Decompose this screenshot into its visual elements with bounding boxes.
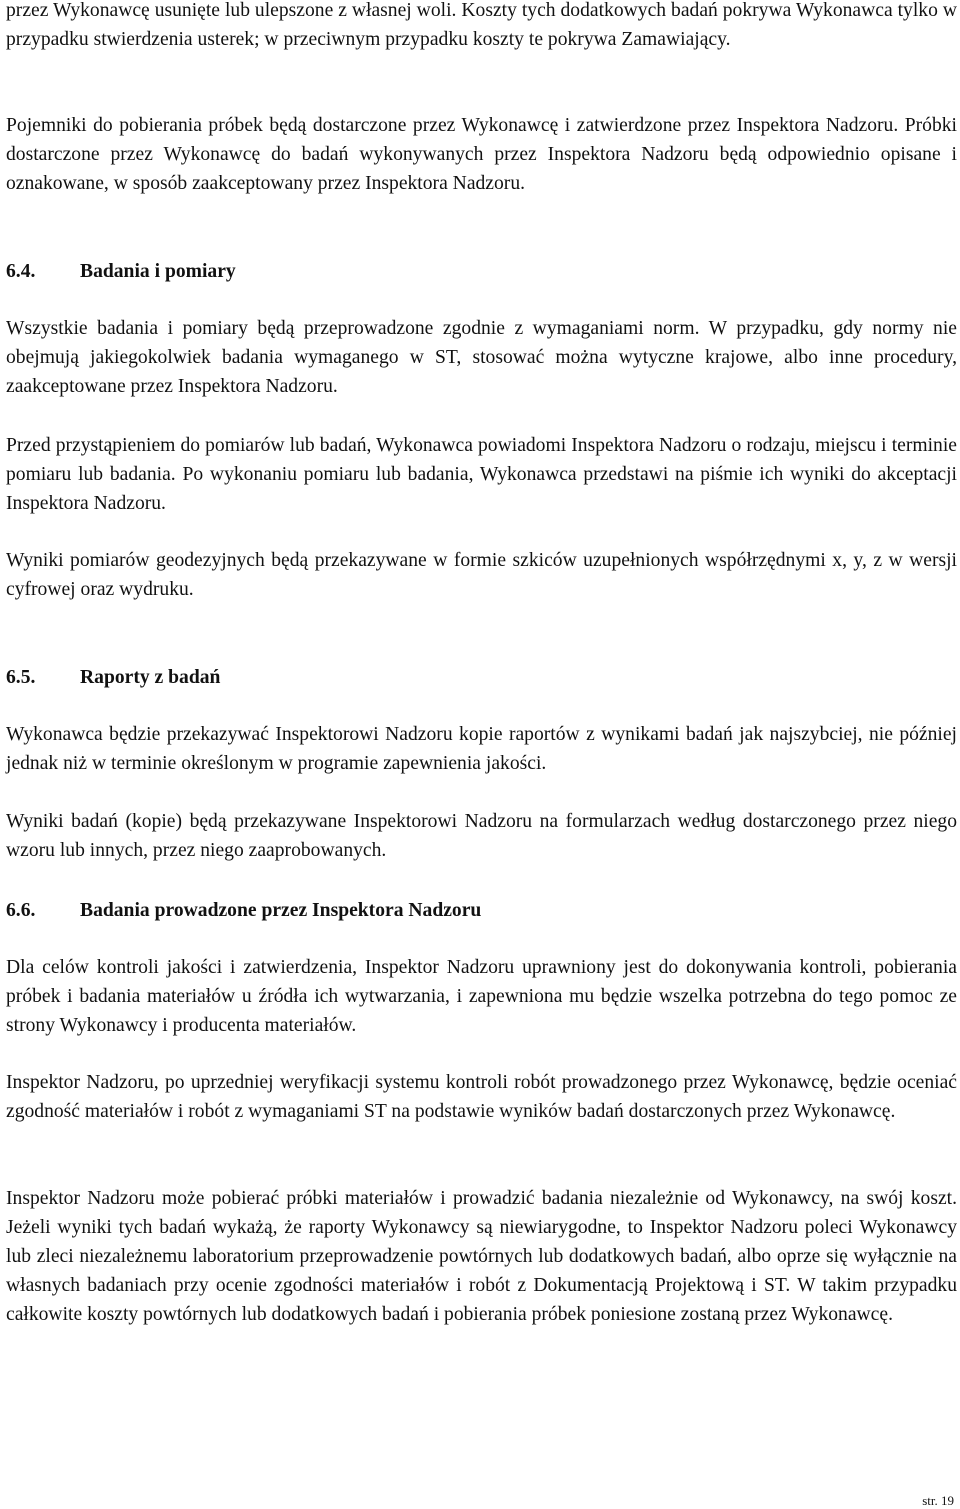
section-heading-6-6 <box>6 896 957 925</box>
paragraph-text: Wszystkie badania i pomiary będą przeprowadzone zgodnie z wymaganiami norm. W przypadku, gdy normy nie obejmują jakiegokolwiek badania wymaganego w ST, stosować można wytyczne krajowe, albo inne procedury, zaakceptowane przez Inspektora Nadzoru. <box>6 318 957 397</box>
paragraph-notification <box>6 431 957 518</box>
section-title: Badania i pomiary <box>80 261 236 282</box>
page-number: str. 19 <box>922 1493 954 1508</box>
section-number: 6.5. <box>6 667 36 688</box>
section-heading-6-5 <box>6 663 957 692</box>
section-heading-6-4 <box>6 257 957 286</box>
paragraph-text: Wykonawca będzie przekazywać Inspektorowi Nadzoru kopie raportów z wynikami badań jak najszybciej, nie później jednak niż w terminie określonym w programie zapewnienia jakości. <box>6 724 957 774</box>
paragraph-quality-control <box>6 953 957 1040</box>
paragraph-inspector-assessment <box>6 1068 957 1126</box>
paragraph-tests-norms <box>6 314 957 401</box>
paragraph-text: Dla celów kontroli jakości i zatwierdzenia, Inspektor Nadzoru uprawniony jest do dokonywania kontroli, pobierania próbek i badania materiałów u źródła ich wytwarzania, i zapewniona mu będzie wszelka potrzebna do tego pomoc ze strony Wykonawcy i producenta materiałów. <box>6 957 957 1036</box>
paragraph-text: przez Wykonawcę usunięte lub ulepszone z własnej woli. Koszty tych dodatkowych badań pokrywa Wykonawca tylko w przypadku stwierdzenia usterek; w przeciwnym przypadku koszty te pokrywa Zamawiający. <box>6 0 957 50</box>
paragraph-text: Wyniki badań (kopie) będą przekazywane Inspektorowi Nadzoru na formularzach według dostarczonego przez niego wzoru lub innych, przez niego zaaprobowanych. <box>6 811 957 861</box>
paragraph-continuation <box>6 0 957 54</box>
paragraph-text: Przed przystąpieniem do pomiarów lub badań, Wykonawca powiadomi Inspektora Nadzoru o rodzaju, miejscu i terminie pomiaru lub badania. Po wykonaniu pomiaru lub badania, Wykonawca przedstawi na piśmie ich wyniki do akceptacji Inspektora Nadzoru. <box>6 435 957 514</box>
paragraph-report-copies <box>6 720 957 778</box>
section-number: 6.6. <box>6 900 36 921</box>
section-number: 6.4. <box>6 261 36 282</box>
paragraph-text: Pojemniki do pobierania próbek będą dostarczone przez Wykonawcę i zatwierdzone przez Inspektora Nadzoru. Próbki dostarczone przez Wykonawcę do badań wykonywanych przez Inspektora Nadzoru będą odpowiednio opisane i oznakowane, w sposób zaakceptowany przez Inspektora Nadzoru. <box>6 115 957 194</box>
paragraph-text: Wyniki pomiarów geodezyjnych będą przekazywane w formie szkiców uzupełnionych współrzędnymi x, y, z w wersji cyfrowej oraz wydruku. <box>6 550 957 600</box>
section-title: Badania prowadzone przez Inspektora Nadzoru <box>80 900 482 921</box>
paragraph-text: Inspektor Nadzoru, po uprzedniej weryfikacji systemu kontroli robót prowadzonego przez Wykonawcę, będzie oceniać zgodność materiałów i robót z wymaganiami ST na podstawie wyników badań dostarczonych przez Wykonawcę. <box>6 1072 957 1122</box>
paragraph-text: Inspektor Nadzoru może pobierać próbki materiałów i prowadzić badania niezależnie od Wykonawcy, na swój koszt. Jeżeli wyniki tych badań wykażą, że raporty Wykonawcy są niewiarygodne, to Inspektor Nadzoru poleci Wykonawcy lub zleci niezależnemu laboratorium przeprowadzenie powtórnych lub dodatkowych badań, albo oprze się wyłącznie na własnych badaniach przy ocenie zgodności materiałów i robót z Dokumentacją Projektową i ST. W takim przypadku całkowite koszty powtórnych lub dodatkowych badań i pobierania próbek poniesione zostaną przez Wykonawcę. <box>6 1188 957 1325</box>
paragraph-geodetic-results <box>6 546 957 604</box>
paragraph-sample-containers <box>6 111 957 198</box>
paragraph-report-forms <box>6 807 957 865</box>
section-title: Raporty z badań <box>80 667 221 688</box>
paragraph-independent-tests <box>6 1184 957 1329</box>
